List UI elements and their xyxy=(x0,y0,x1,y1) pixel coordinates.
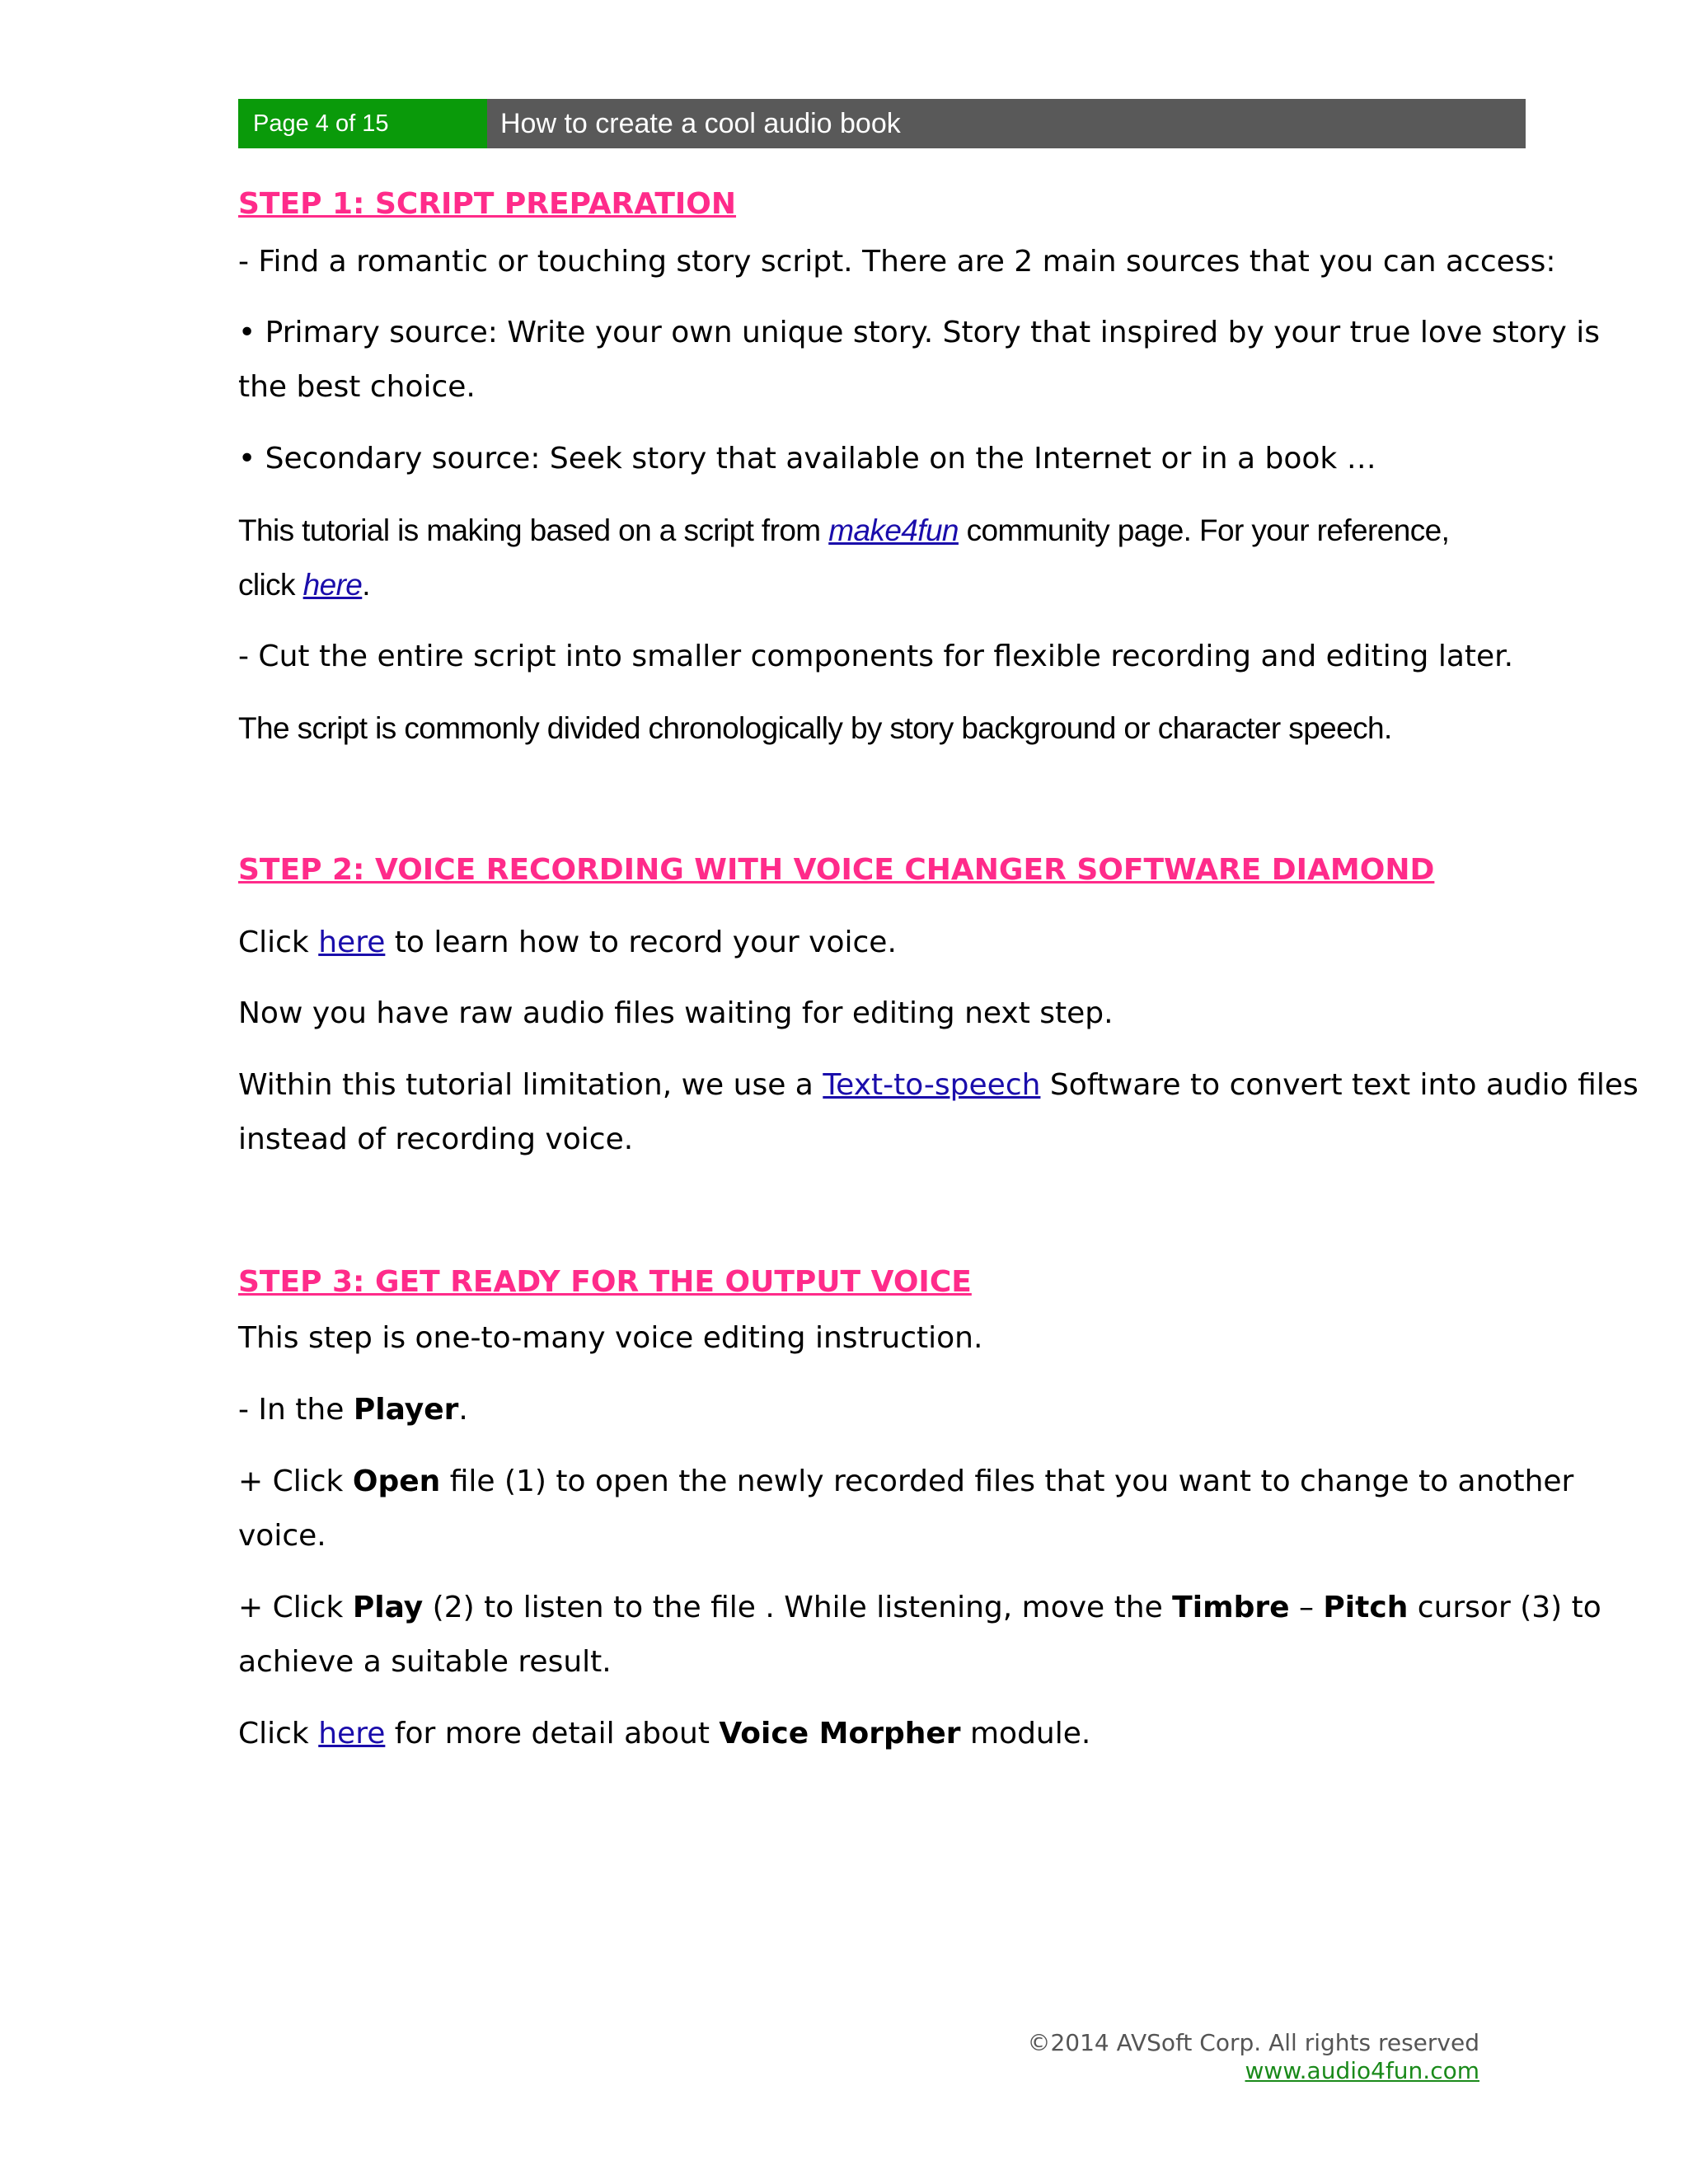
play-text-pre: + Click xyxy=(238,1591,353,1624)
step1-script-division: The script is commonly divided chronologically by story background or character speech. xyxy=(238,711,1392,745)
pitch-bold: Pitch xyxy=(1323,1591,1409,1624)
open-text-post: file (1) to open the newly recorded files that you want to change to another xyxy=(440,1465,1574,1498)
play-text-mid: (2) to listen to the file . While listening, move the xyxy=(423,1591,1173,1624)
step1-cut-script: - Cut the entire script into smaller components for flexible recording and editing later. xyxy=(238,640,1514,673)
step3-player xyxy=(238,1382,1524,1437)
record-text-post: to learn how to record your voice. xyxy=(385,926,897,959)
open-text-pre: + Click xyxy=(238,1465,353,1498)
voice-morpher-here-link[interactable]: here xyxy=(318,1717,386,1750)
step3-open-line1 xyxy=(238,1454,1574,1509)
play-bold: Play xyxy=(352,1591,424,1624)
player-bold: Player xyxy=(353,1393,459,1427)
step1-primary-source-line1: • Primary source: Write your own unique story. Story that inspired by your true love story is xyxy=(238,316,1601,349)
step1-reference-line1 xyxy=(238,503,1524,558)
step3-open-line2: voice. xyxy=(238,1519,326,1553)
timbre-bold: Timbre xyxy=(1172,1591,1290,1624)
period-text: . xyxy=(362,568,370,602)
morpher-text-mid: for more detail about xyxy=(385,1717,720,1750)
step2-tts-line1 xyxy=(238,1057,1639,1113)
click-text: click xyxy=(238,568,303,602)
step1-reference-line2 xyxy=(238,557,1524,612)
morpher-text-post: module. xyxy=(960,1717,1091,1750)
step3-intro: This step is one-to-many voice editing instruction. xyxy=(238,1321,983,1355)
page-number-label: Page 4 of 15 xyxy=(238,99,487,148)
step3-play-line1 xyxy=(238,1580,1601,1635)
player-text-post: . xyxy=(458,1393,468,1427)
open-bold: Open xyxy=(352,1465,441,1498)
player-text-pre: - In the xyxy=(238,1393,354,1427)
step3-play-line2: achieve a suitable result. xyxy=(238,1645,612,1679)
play-text-post: cursor (3) to xyxy=(1408,1591,1601,1624)
click-text: Click xyxy=(238,1717,319,1750)
reference-text-pre: This tutorial is making based on a script from xyxy=(238,513,829,547)
reference-text-post: community page. For your reference, xyxy=(958,513,1450,547)
copyright-text: ©2014 AVSoft Corp. All rights reserved xyxy=(1027,2029,1479,2056)
step1-heading: STEP 1: SCRIPT PREPARATION xyxy=(238,187,737,221)
click-text: Click xyxy=(238,926,319,959)
text-to-speech-link[interactable]: Text-to-speech xyxy=(823,1068,1041,1102)
record-here-link[interactable]: here xyxy=(318,926,386,959)
tts-text-pre: Within this tutorial limitation, we use a xyxy=(238,1068,823,1102)
dash-text: – xyxy=(1289,1591,1324,1624)
make4fun-link[interactable]: make4fun xyxy=(828,513,959,547)
page-footer xyxy=(1027,2029,1479,2085)
script-here-link[interactable]: here xyxy=(302,568,363,602)
voice-morpher-bold: Voice Morpher xyxy=(719,1717,961,1750)
website-link[interactable]: www.audio4fun.com xyxy=(1245,2057,1479,2084)
step2-tts-line2: instead of recording voice. xyxy=(238,1122,634,1156)
step3-voice-morpher xyxy=(238,1706,1524,1761)
tts-text-post: Software to convert text into audio files xyxy=(1040,1068,1639,1102)
page-header xyxy=(238,99,1526,148)
step1-secondary-source: • Secondary source: Seek story that available on the Internet or in a book … xyxy=(238,442,1376,476)
step1-primary-source-line2: the best choice. xyxy=(238,370,476,404)
step2-record-voice xyxy=(238,915,1524,970)
step3-heading: STEP 3: GET READY FOR THE OUTPUT VOICE xyxy=(238,1265,972,1299)
step2-raw-files: Now you have raw audio files waiting for editing next step. xyxy=(238,996,1114,1030)
step1-paragraph-sources: - Find a romantic or touching story script. There are 2 main sources that you can access: xyxy=(238,245,1556,279)
document-title: How to create a cool audio book xyxy=(500,107,901,139)
step2-heading: STEP 2: VOICE RECORDING WITH VOICE CHANGER SOFTWARE DIAMOND xyxy=(238,853,1435,887)
